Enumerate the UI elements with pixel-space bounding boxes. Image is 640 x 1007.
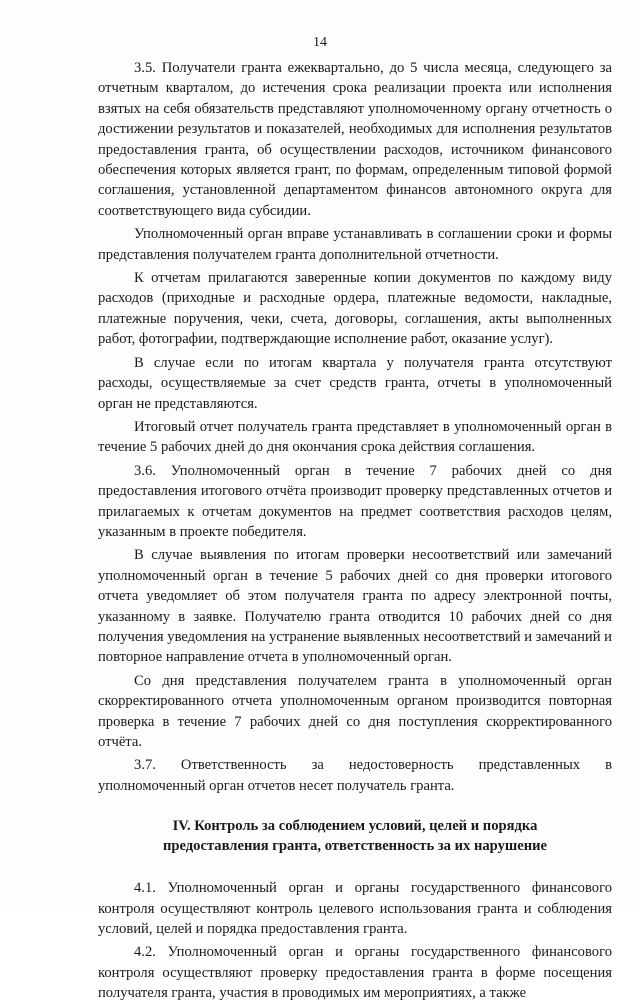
paragraph-3-7: 3.7. Ответственность за недостоверность представленных в уполномоченный орган отчетов несет получатель гранта. (98, 757, 612, 794)
paragraph-no-expenses: В случае если по итогам квартала у получателя гранта отсутствуют расходы, осуществляемые за счет средств гранта, отчеты в уполномоченный орган не представляются. (98, 354, 612, 412)
page-content (98, 58, 612, 1007)
section-heading (98, 816, 612, 856)
paragraph-final-report: Итоговый отчет получатель гранта представляет в уполномоченный орган в течение 5 рабочих дней до дня окончания срока действия соглашения. (98, 418, 612, 456)
section-heading-line-2: предоставления гранта, ответственность за их нарушение (162, 838, 547, 855)
paragraph-3-5: 3.5. Получатели гранта ежеквартально, до 5 числа месяца, следующего за отчетным кварталом, до истечения срока реализации проекта или исполнения взятых на себя обязательств представляют уполномоченному органу отчетность о достижении результатов и показателей, необходимых для исполнения результатов предоставления гранта, об осуществлении расходов, источником финансового обеспечения которых является грант, по формам, определенным типовой формой соглашения, установленной департаментом финансов автономного округа для соответствующего вида субсидии. (98, 60, 612, 219)
section-heading-line-1: IV. Контроль за соблюдением условий, целей и порядка (172, 818, 538, 835)
paragraph-4-1: 4.1. Уполномоченный орган и органы государственного финансового контроля осуществляют контроль целевого использования гранта и соблюдения условий, целей и порядка предоставления гранта. (98, 880, 612, 938)
paragraph-3-6: 3.6. Уполномоченный орган в течение 7 рабочих дней со дня предоставления итогового отчёта производит проверку представленных отчетов и прилагаемых к отчетам документов на предмет соответствия расходов целям, указанным в проекте победителя. (98, 462, 612, 540)
paragraph-attachments: К отчетам прилагаются заверенные копии документов по каждому виду расходов (приходные и расходные ордера, платежные ведомости, накладные, платежные поручения, чеки, счета, договоры, соглашения, акты выполненных работ, фотографии, подтверждающие исполнение работ, оказание услуг). (98, 270, 612, 348)
paragraph-4-2: 4.2. Уполномоченный орган и органы государственного финансового контроля осуществляют проверку предоставления гранта в форме посещения получателя гранта, участия в проводимых им мероприятиях, а также (98, 944, 612, 1002)
paragraph-additional-reporting: Уполномоченный орган вправе устанавливать в соглашении сроки и формы представления получателем гранта дополнительной отчетности. (98, 226, 612, 263)
page-number: 14 (313, 35, 327, 50)
paragraph-discrepancies: В случае выявления по итогам проверки несоответствий или замечаний уполномоченный орган в течение 5 рабочих дней со дня проверки итогового отчета уведомляет об этом получателя гранта по адресу электронной почты, указанному в заявке. Получателю гранта отводится 10 рабочих дней со дня получения уведомления на устранение выявленных несоответствий и замечаний и повторное направление отчета в уполномоченный орган. (98, 547, 612, 666)
paragraph-repeat-check: Со дня представления получателем гранта в уполномоченный орган скорректированного отчета уполномоченным органом производится повторная проверка в течение 7 рабочих дней со дня поступления скорректированного отчёта. (98, 672, 612, 750)
